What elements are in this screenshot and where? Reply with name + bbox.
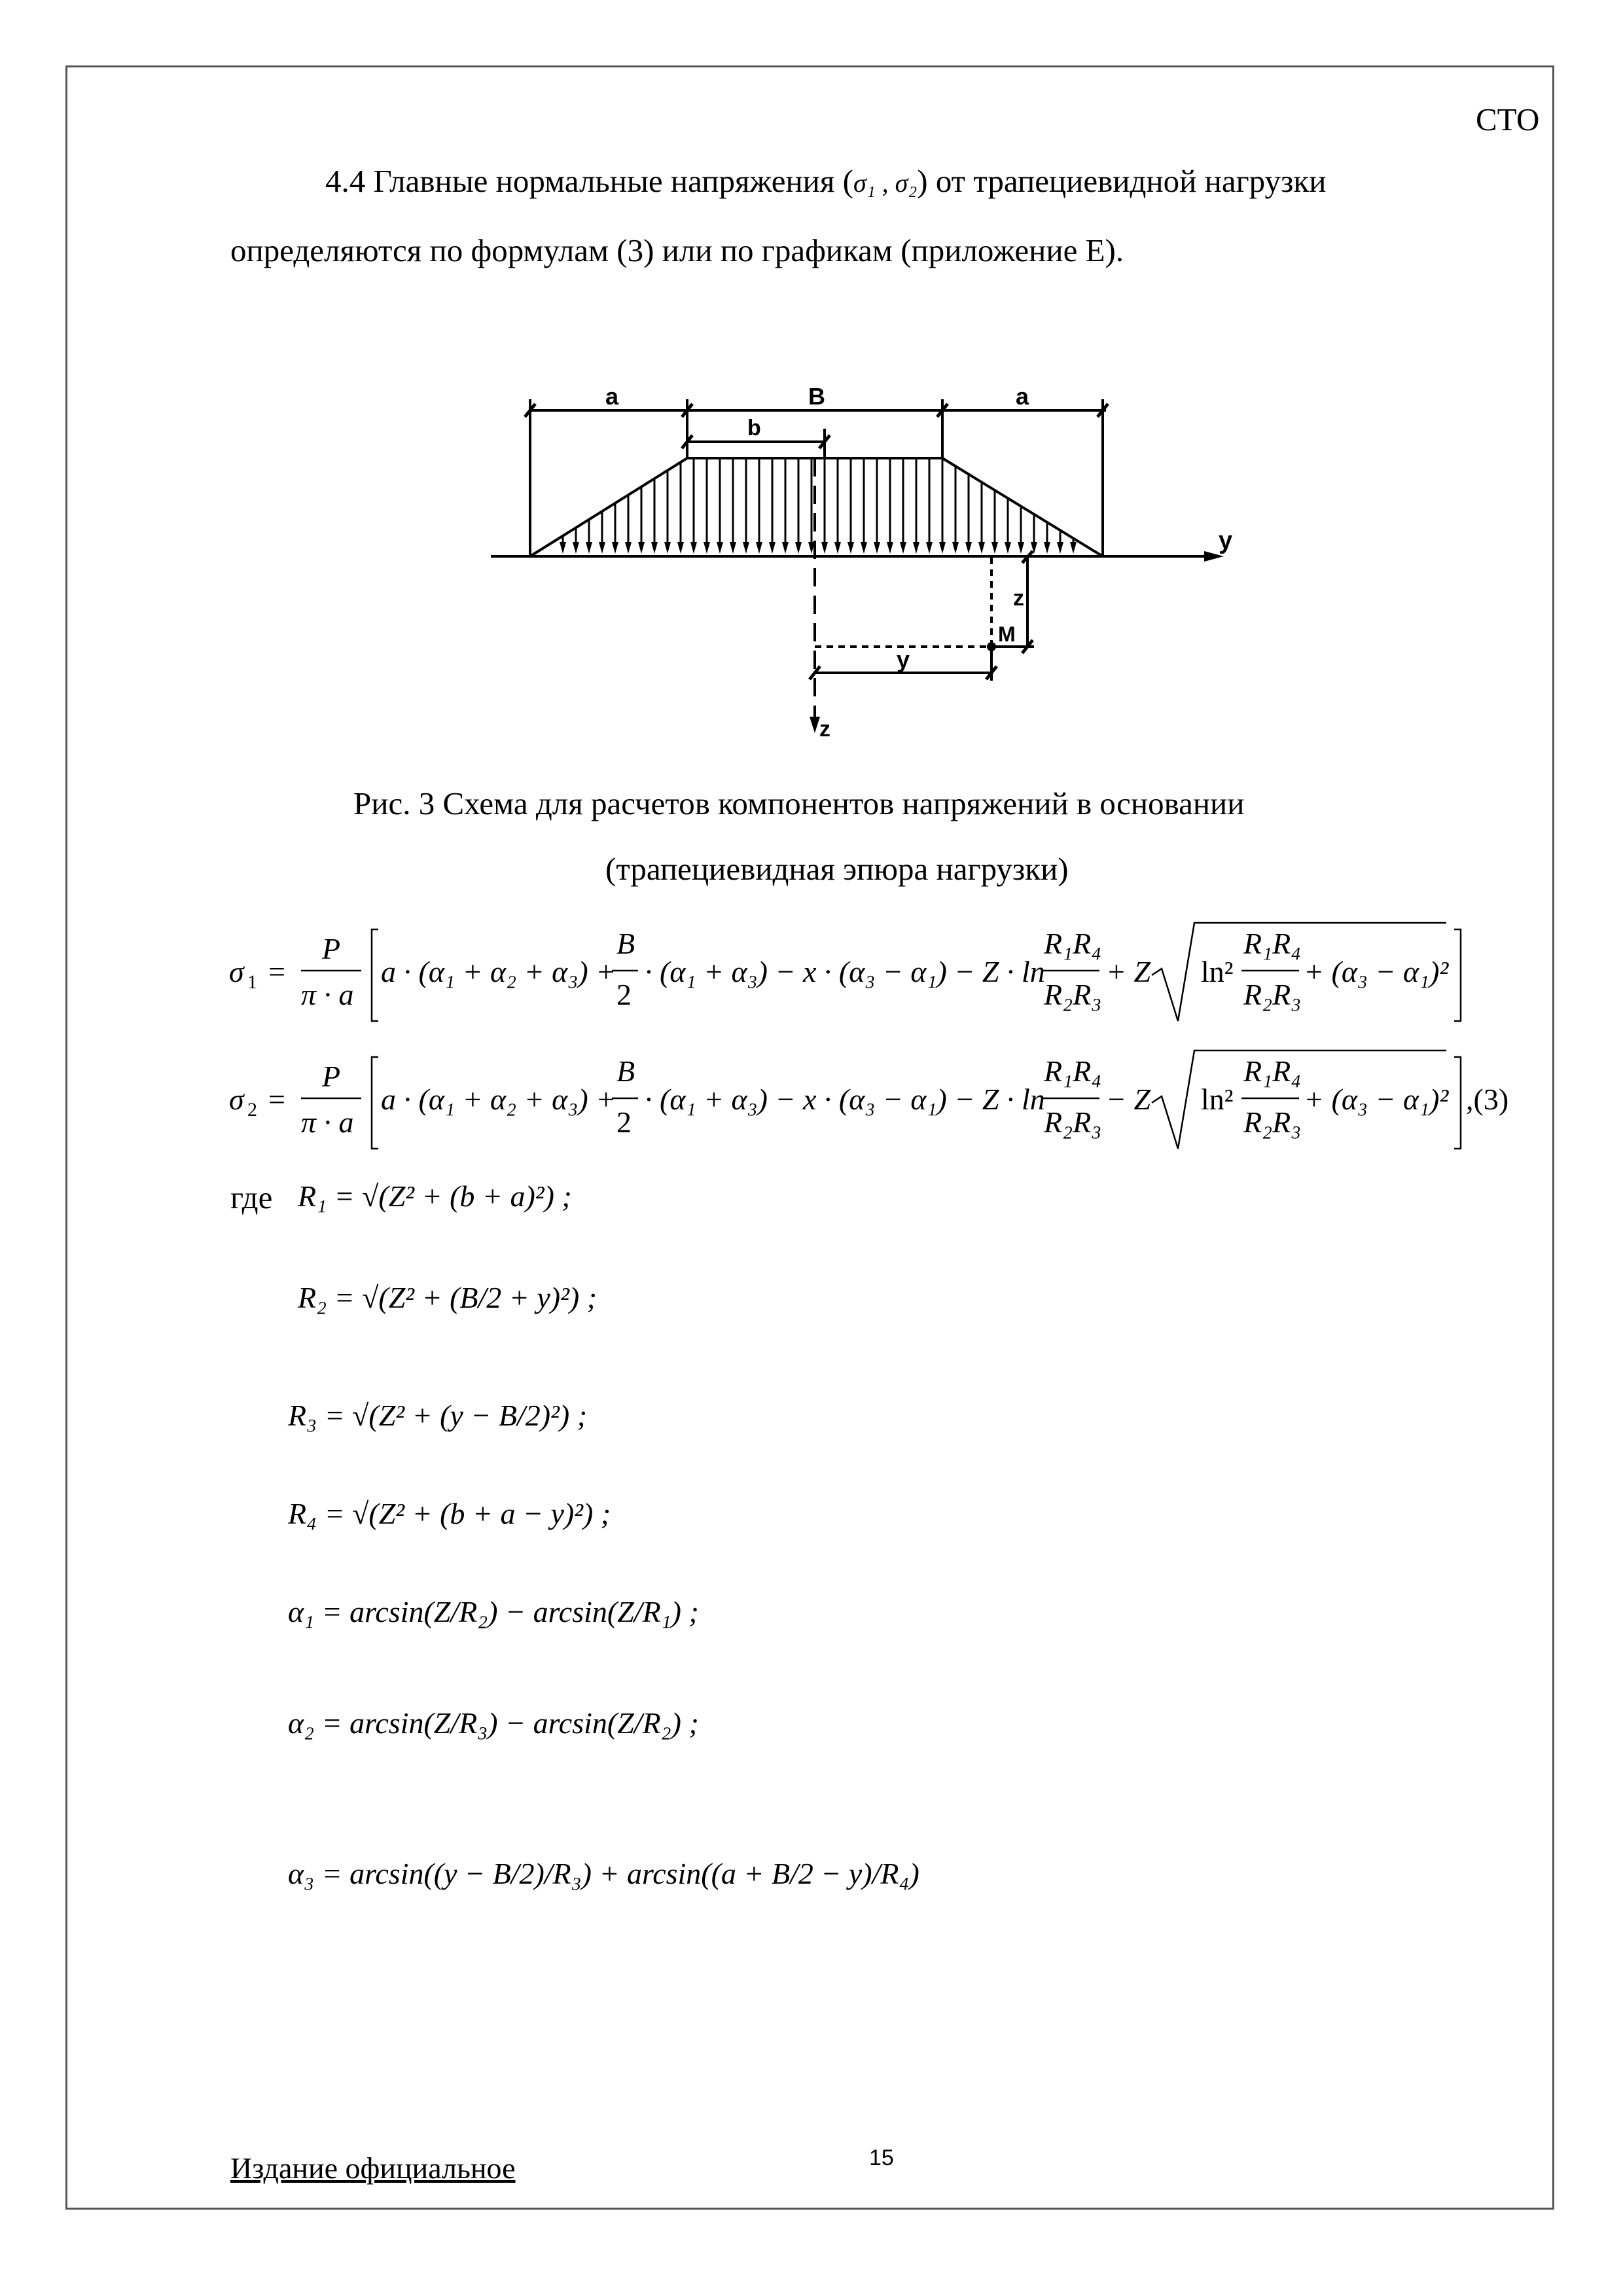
sigma1-P: P bbox=[322, 932, 341, 965]
R4-definition: R₄ = √(Z² + (b + a − y)²) ; bbox=[288, 1497, 611, 1530]
alpha3-definition: α₃ = arcsin((y − B/2)/R₃) + arcsin((a + B/2 − y)/R₄) bbox=[288, 1857, 919, 1890]
sigma2-P: P bbox=[322, 1060, 341, 1093]
load-arrow-head-icon bbox=[900, 542, 906, 554]
paragraph-line-1 bbox=[325, 165, 1326, 197]
sigma1-sub: 1 bbox=[247, 971, 257, 993]
svg-text:=: = bbox=[268, 1083, 285, 1116]
load-arrow-head-icon bbox=[991, 542, 998, 554]
load-arrow-head-icon bbox=[586, 542, 592, 554]
paragraph-symbols: σ₁ , σ₂ bbox=[853, 168, 918, 198]
sigma1-R1R4-inner: R₁R₄ bbox=[1243, 927, 1302, 960]
load-arrow-head-icon bbox=[560, 542, 566, 554]
sigma1-bracket-main: a · (α₁ + α₂ + α₃) + bbox=[381, 955, 616, 988]
load-diagram bbox=[484, 380, 1257, 746]
sigma2-pi-a: π · a bbox=[301, 1105, 354, 1139]
alpha2-definition: α₂ = arcsin(Z/R₃) − arcsin(Z/R₂) ; bbox=[288, 1706, 699, 1740]
load-arrow-head-icon bbox=[756, 542, 762, 554]
paragraph-line-2: определяются по формулам (3) или по графикам (приложение Е). bbox=[230, 232, 1124, 268]
sigma2-R1R4-inner: R₁R₄ bbox=[1243, 1054, 1302, 1088]
doc-code: СТО bbox=[1476, 101, 1540, 137]
formula-sigma-2 bbox=[216, 1041, 1558, 1152]
label-z-small: z bbox=[1013, 586, 1024, 611]
paragraph-start: 4.4 Главные нормальные напряжения ( bbox=[325, 163, 853, 199]
load-arrow-head-icon bbox=[651, 542, 658, 554]
label-M: M bbox=[998, 622, 1016, 646]
load-arrow-head-icon bbox=[1070, 542, 1077, 554]
load-arrow-head-icon bbox=[821, 542, 828, 554]
load-arrow-head-icon bbox=[795, 542, 802, 554]
sigma1-bracket-mid: · (α₁ + α₃) − x · (α₃ − α₁) − Z · ln bbox=[645, 955, 1045, 988]
sigma1-tail: + (α₃ − α₁)² bbox=[1304, 955, 1449, 988]
label-y-axis: y bbox=[1219, 527, 1233, 554]
load-arrow-head-icon bbox=[769, 542, 776, 554]
label-a-left: a bbox=[605, 383, 619, 410]
label-y-dim: y bbox=[897, 646, 910, 673]
load-arrow-head-icon bbox=[704, 542, 710, 554]
label-a-right: a bbox=[1016, 383, 1029, 410]
sigma2-R1R4: R₁R₄ bbox=[1044, 1054, 1102, 1088]
figure-caption-1: Рис. 3 Схема для расчетов компонентов напряжений в основании bbox=[353, 785, 1245, 821]
load-arrow-head-icon bbox=[1005, 542, 1011, 554]
label-z-axis: z bbox=[819, 717, 830, 742]
load-arrow-head-icon bbox=[952, 542, 959, 554]
sigma1-R2R3: R₂R₃ bbox=[1044, 978, 1102, 1011]
load-arrow-head-icon bbox=[847, 542, 854, 554]
point-m-marker bbox=[987, 642, 996, 651]
sigma1-B: B bbox=[616, 927, 635, 960]
sigma1-ln2: ln² bbox=[1201, 955, 1234, 988]
R1-definition: R₁ = √(Z² + (b + a)²) ; bbox=[298, 1179, 572, 1213]
sigma2-sub: 2 bbox=[247, 1099, 257, 1121]
load-arrow-head-icon bbox=[782, 542, 789, 554]
sigma2-minusZ: − Z bbox=[1106, 1083, 1151, 1116]
sigma2-ln2: ln² bbox=[1201, 1083, 1234, 1116]
load-arrow-head-icon bbox=[717, 542, 723, 554]
figure-caption-2: (трапециевидная эпюра нагрузки) bbox=[605, 851, 1069, 887]
label-B: B bbox=[808, 383, 825, 410]
svg-text:=: = bbox=[268, 955, 285, 988]
sigma1-two: 2 bbox=[616, 978, 632, 1011]
sigma2-B: B bbox=[616, 1054, 635, 1088]
sigma2-R2R3-inner: R₂R₃ bbox=[1243, 1105, 1302, 1139]
formula-sigma-1 bbox=[216, 913, 1558, 1024]
load-arrow-head-icon bbox=[978, 542, 985, 554]
load-arrow-head-icon bbox=[573, 542, 579, 554]
sigma1-R1R4: R₁R₄ bbox=[1044, 927, 1102, 960]
equation-number: ,(3) bbox=[1466, 1083, 1509, 1116]
load-arrow-head-icon bbox=[887, 542, 893, 554]
paragraph-middle: ) от трапециевидной нагрузки bbox=[917, 163, 1327, 199]
sigma2-tail: + (α₃ − α₁)² bbox=[1304, 1083, 1449, 1116]
load-arrow-head-icon bbox=[965, 542, 972, 554]
sigma1-symbol: σ bbox=[229, 955, 244, 988]
load-arrow-head-icon bbox=[1057, 542, 1063, 554]
sigma2-bracket-main: a · (α₁ + α₂ + α₃) + bbox=[381, 1083, 616, 1116]
load-arrow-head-icon bbox=[612, 542, 618, 554]
load-arrow-head-icon bbox=[677, 542, 684, 554]
label-b: b bbox=[747, 416, 761, 440]
load-arrow-head-icon bbox=[743, 542, 749, 554]
R2-definition: R₂ = √(Z² + (B/2 + y)²) ; bbox=[298, 1281, 597, 1314]
load-arrow-head-icon bbox=[913, 542, 919, 554]
load-arrow-head-icon bbox=[1044, 542, 1050, 554]
R3-definition: R₃ = √(Z² + (y − B/2)²) ; bbox=[288, 1399, 588, 1432]
z-axis-arrow-icon bbox=[810, 717, 820, 733]
edition-note: Издание официальное bbox=[230, 2151, 516, 2185]
page-number: 15 bbox=[869, 2145, 894, 2170]
sigma2-two: 2 bbox=[616, 1105, 632, 1139]
load-arrow-head-icon bbox=[664, 542, 671, 554]
where-label: где bbox=[230, 1179, 273, 1215]
alpha1-definition: α₁ = arcsin(Z/R₂) − arcsin(Z/R₁) ; bbox=[288, 1595, 699, 1628]
sigma2-symbol: σ bbox=[229, 1083, 244, 1116]
sigma2-R2R3: R₂R₃ bbox=[1044, 1105, 1102, 1139]
load-arrow-head-icon bbox=[861, 542, 867, 554]
load-arrow-head-icon bbox=[939, 542, 946, 554]
sigma1-pi-a: π · a bbox=[301, 978, 354, 1011]
load-arrow-head-icon bbox=[834, 542, 841, 554]
load-arrow-head-icon bbox=[638, 542, 645, 554]
load-arrow-head-icon bbox=[730, 542, 736, 554]
load-arrow-head-icon bbox=[690, 542, 697, 554]
load-arrow-head-icon bbox=[599, 542, 605, 554]
load-arrow-head-icon bbox=[625, 542, 632, 554]
load-arrow-head-icon bbox=[1018, 542, 1024, 554]
sigma2-bracket-mid: · (α₁ + α₃) − x · (α₃ − α₁) − Z · ln bbox=[645, 1083, 1045, 1116]
load-arrow-head-icon bbox=[926, 542, 933, 554]
sigma1-plusZ: + Z bbox=[1106, 955, 1151, 988]
load-arrow-head-icon bbox=[874, 542, 880, 554]
sigma1-R2R3-inner: R₂R₃ bbox=[1243, 978, 1302, 1011]
